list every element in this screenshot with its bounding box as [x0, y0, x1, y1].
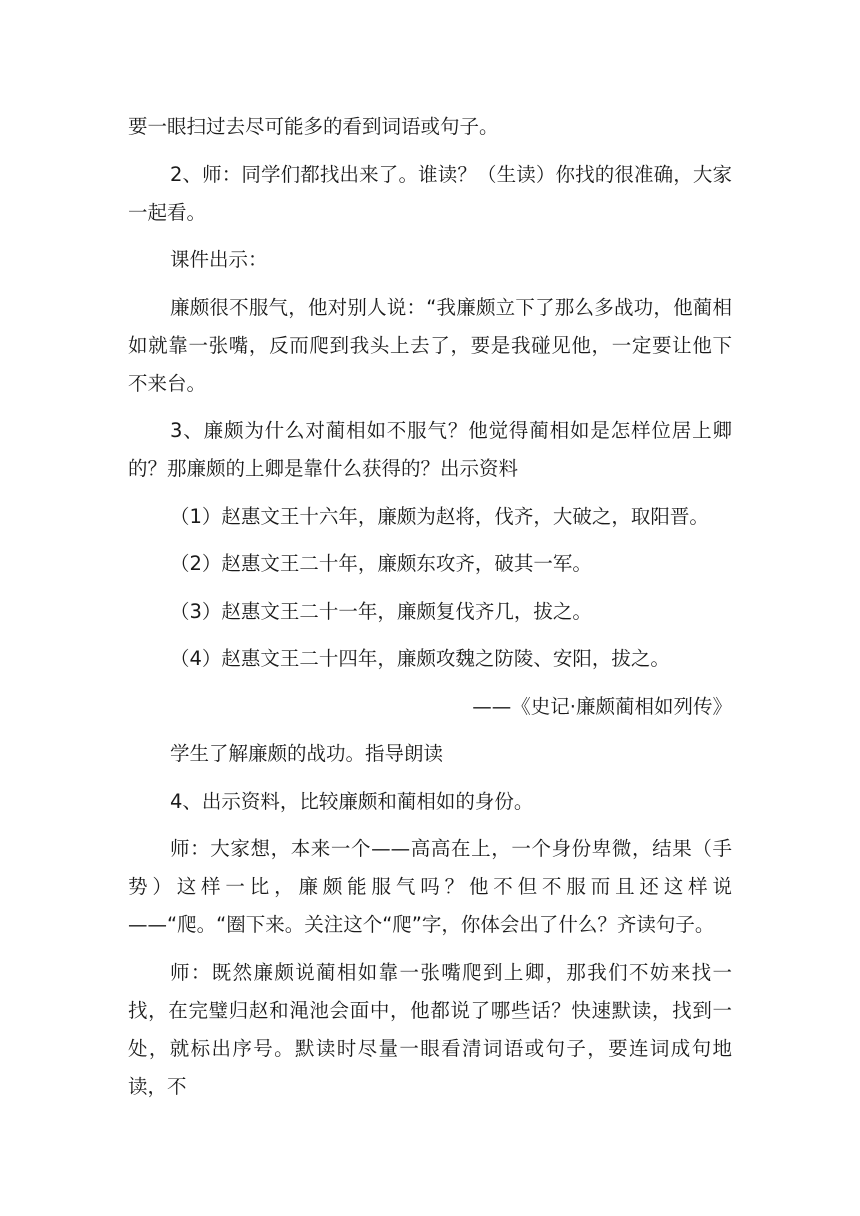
paragraph-continuation: 要一眼扫过去尽可能多的看到词语或句子。	[128, 115, 499, 138]
paragraph-teacher-step-2: 2、师：同学们都找出来了。谁读？（生读）你找的很准确，大家一起看。	[128, 162, 732, 224]
paragraph-reading-guidance: 学生了解廉颇的战功。指导朗读	[170, 742, 444, 765]
list-item-material-3: （3）赵惠文王二十一年，廉颇复伐齐几，拔之。	[170, 599, 592, 623]
paragraph-step-4: 4、出示资料，比较廉颇和蔺相如的身份。	[170, 789, 534, 813]
paragraph-teacher-search-task: 师：既然廉颇说蔺相如靠一张嘴爬到上卿，那我们不妨来找一找，在完璧归赵和渑池会面中，他都说了哪些话？快速默读，找到一处，就标出序号。默读时尽量一眼看清词语或句子，要连词成句地读，不	[128, 960, 732, 1098]
list-item-material-2: （2）赵惠文王二十年，廉颇东攻齐，破其一军。	[170, 552, 592, 575]
paragraph-teacher-comparison: 师：大家想，本来一个——高高在上，一个身份卑微，结果（手势）这样一比，廉颇能服气吗？他不但不服而且还这样说——“爬。“圈下来。关注这个“爬”字，你体会出了什么？齐读句子。	[128, 837, 732, 936]
list-item-material-1: （1）赵惠文王十六年，廉颇为赵将，伐齐，大破之，取阳晋。	[170, 504, 709, 528]
document-body	[128, 108, 732, 1115]
paragraph-step-3-question: 3、廉颇为什么对蔺相如不服气？他觉得蔺相如是怎样位居上卿的？那廉颇的上卿是靠什么获得的？出示资料	[128, 419, 732, 480]
source-citation: ——《史记·廉颇蔺相如列传》	[472, 694, 732, 718]
list-item-material-4: （4）赵惠文王二十四年，廉颇攻魏之防陵、安阳，拔之。	[170, 647, 670, 670]
paragraph-lianpo-quote: 廉颇很不服气，他对别人说：“我廉颇立下了那么多战功，他蔺相如就靠一张嘴，反而爬到我头上去了，要是我碰见他，一定要让他下不来台。	[128, 295, 732, 395]
paragraph-courseware-label: 课件出示：	[170, 248, 268, 271]
